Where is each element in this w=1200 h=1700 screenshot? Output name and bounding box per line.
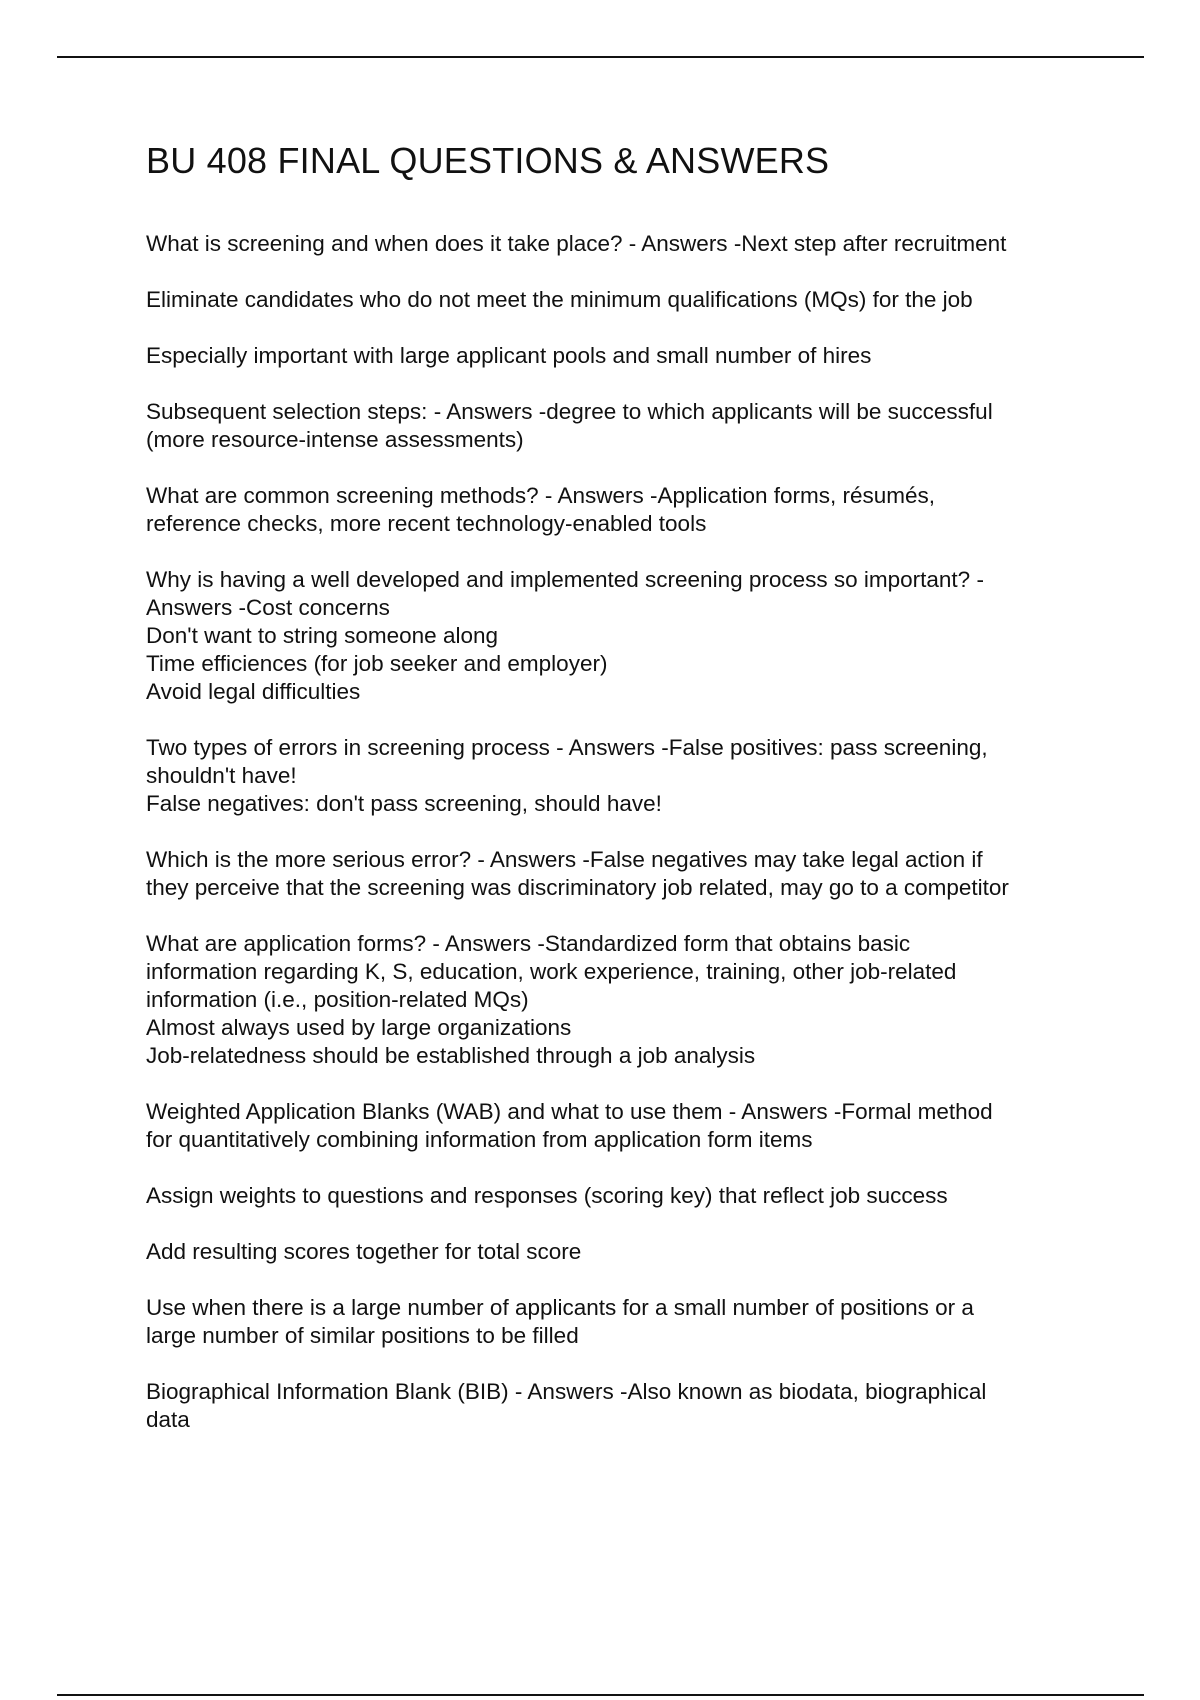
qa-entry: Subsequent selection steps: - Answers -degree to which applicants will be successful (more resource-intense assessments): [146, 399, 993, 452]
qa-entry: Two types of errors in screening process - Answers -False positives: pass screening, shouldn't have! False negatives: don't pass screening, should have!: [146, 735, 988, 816]
qa-entry: Biographical Information Blank (BIB) - Answers -Also known as biodata, biographical data: [146, 1379, 987, 1432]
qa-entry: Assign weights to questions and responses (scoring key) that reflect job success: [146, 1183, 948, 1208]
document-title: BU 408 FINAL QUESTIONS & ANSWERS: [146, 140, 830, 181]
qa-entry: Why is having a well developed and implemented screening process so important? - Answers -Cost concerns Don't want to string someone along Time efficiences (for job seeker and employer) Avoid legal difficulties: [146, 567, 984, 704]
qa-entry: Weighted Application Blanks (WAB) and what to use them - Answers -Formal method for quantitatively combining information from application form items: [146, 1099, 993, 1152]
qa-entry: What are common screening methods? - Answers -Application forms, résumés, reference checks, more recent technology-enabled tools: [146, 483, 936, 536]
document-body: [146, 140, 1106, 1462]
qa-entry: Eliminate candidates who do not meet the minimum qualifications (MQs) for the job: [146, 287, 973, 312]
qa-entries: [146, 230, 1106, 1434]
qa-entry: Which is the more serious error? - Answers -False negatives may take legal action if they perceive that the screening was discriminatory job related, may go to a competitor: [146, 847, 1009, 900]
qa-entry: What are application forms? - Answers -Standardized form that obtains basic information regarding K, S, education, work experience, training, other job-related information (i.e., position-related MQs) Almost always used by large organizations Job-relatedness should be established through a job analysis: [146, 931, 957, 1068]
qa-entry: Especially important with large applicant pools and small number of hires: [146, 343, 872, 368]
top-rule: [57, 56, 1144, 58]
qa-entry: Use when there is a large number of applicants for a small number of positions or a large number of similar positions to be filled: [146, 1295, 974, 1348]
bottom-rule: [57, 1694, 1144, 1696]
qa-entry: What is screening and when does it take place? - Answers -Next step after recruitment: [146, 231, 1007, 256]
qa-entry: Add resulting scores together for total score: [146, 1239, 582, 1264]
